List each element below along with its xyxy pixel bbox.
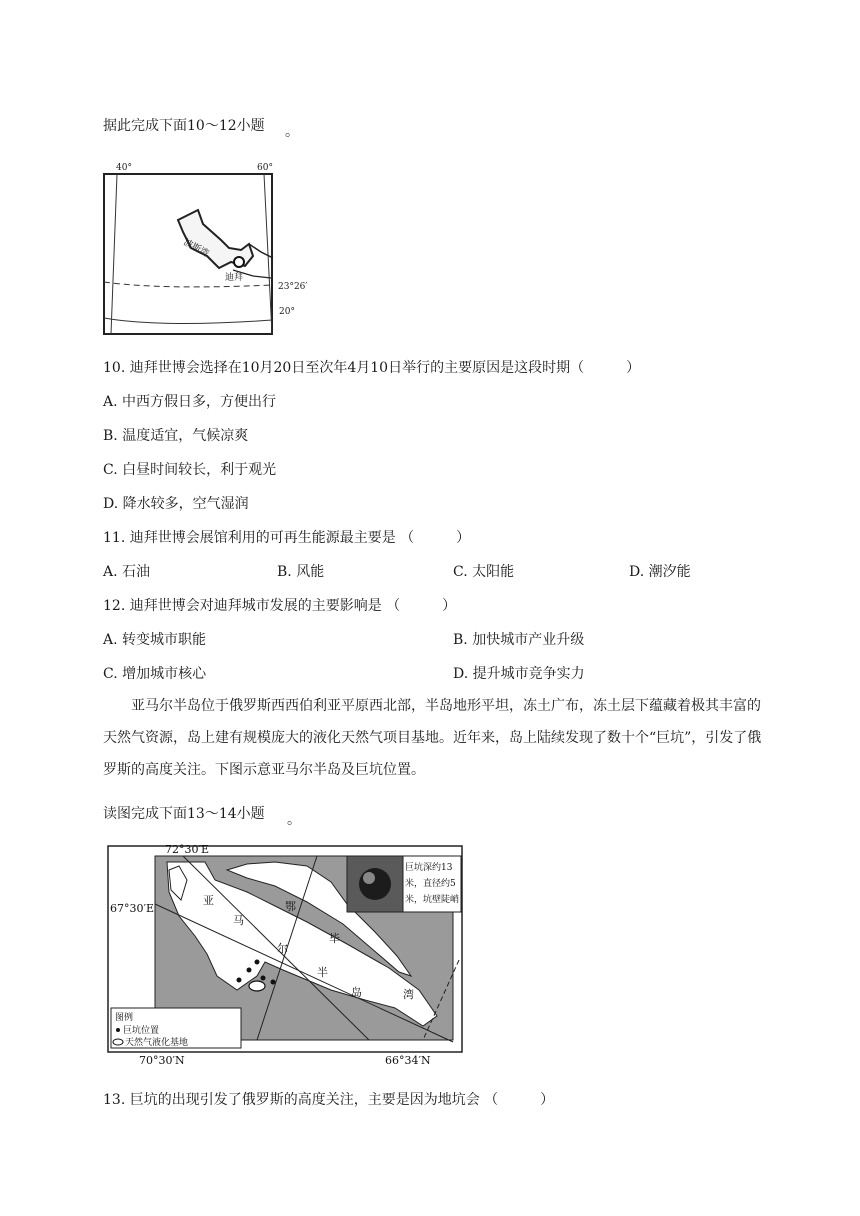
dubai-label: 迪拜 [225,273,244,283]
passage-yamal: 亚马尔半岛位于俄罗斯西西伯利亚平原西北部，半岛地形平坦，冻土广布，冻土层下蕴藏着极其丰富的天然气资源，岛上建有规模庞大的液化天然气项目基地。近年来，岛上陆续发现了数十个“巨坑”，引发了俄罗斯的高度关注。下图示意亚马尔半岛及巨坑位置。 [103,698,762,778]
crater-dot [261,976,266,981]
peninsula-char: 半 [317,966,328,979]
lat-20-label: 20° [279,307,295,317]
lat-left-label: 67°30′E [110,902,155,915]
crater-dot [271,980,276,985]
yamal-map [107,840,467,1067]
photo-caption-line: 米，坑壁陡峭 [405,895,460,905]
lng-base-symbol [249,981,265,991]
lon-top-label: 72°30′E [165,843,210,856]
q10-option-c: C. 白昼时间较长，利于观光 [103,462,277,478]
lon-60-label: 60° [257,163,273,173]
legend-base-icon [113,1039,123,1045]
q11-option-a: A. 石油 [103,564,151,580]
legend-crater-label: 巨坑位置 [123,1026,160,1036]
peninsula-char: 马 [233,914,244,927]
dubai-marker [234,257,244,267]
legend-base-label: 天然气液化基地 [125,1038,189,1048]
question-13-stem: 13. 巨坑的出现引发了俄罗斯的高度关注，主要是因为地坑会 （ ） [103,1092,555,1108]
gulf-label: 波斯湾 [181,237,211,260]
legend-title: 图例 [115,1013,134,1023]
q11-option-d: D. 潮汐能 [629,564,691,580]
peninsula-char: 岛 [351,986,362,999]
legend-crater-icon [116,1028,120,1032]
intro-period: 。 [285,124,299,140]
crater-dot [237,978,242,983]
q12-option-a: A. 转变城市职能 [103,632,207,648]
lon-40-label: 40° [116,163,132,173]
dubai-map [103,158,329,334]
photo-caption-line: 米，直径约5 [405,879,456,889]
q10-option-d: D. 降水较多，空气湿润 [103,496,249,512]
bay-char: 鄂 [285,900,296,913]
crater-dot [247,968,252,973]
q10-option-a: A. 中西方假日多，方便出行 [103,394,277,410]
q12-option-b: B. 加快城市产业升级 [453,632,585,648]
q11-option-c: C. 太阳能 [453,564,515,580]
bay-char: 湾 [403,988,414,1001]
q12-option-c: C. 增加城市核心 [103,666,207,682]
intro-period-2: 。 [287,812,301,828]
lat-bottom-right-label: 66°34′N [385,1054,431,1067]
q10-option-b: B. 温度适宜，气候凉爽 [103,428,249,444]
peninsula-char: 尔 [277,942,288,955]
intro-text: 据此完成下面10～12小题 [103,118,265,134]
crater-dot [255,960,260,965]
question-12-stem: 12. 迪拜世博会对迪拜城市发展的主要影响是 （ ） [103,598,457,614]
peninsula-char: 亚 [203,894,214,907]
photo-caption-line: 巨坑深约13 [405,863,453,873]
question-11-stem: 11. 迪拜世博会展馆利用的可再生能源最主要是 （ ） [103,530,471,546]
tropic-label: 23°26′ [278,282,308,292]
crater-photo-hole [359,868,391,900]
intro-13-14: 读图完成下面13～14小题 [103,806,265,822]
bay-char: 毕 [329,932,340,945]
lon-bottom-label: 70°30′N [139,1054,185,1067]
question-10-stem: 10. 迪拜世博会选择在10月20日至次年4月10日举行的主要原因是这段时期（ ） [103,360,641,376]
crater-photo-rim [363,872,375,884]
q11-option-b: B. 风能 [277,564,325,580]
q12-option-d: D. 提升城市竞争实力 [453,666,585,682]
